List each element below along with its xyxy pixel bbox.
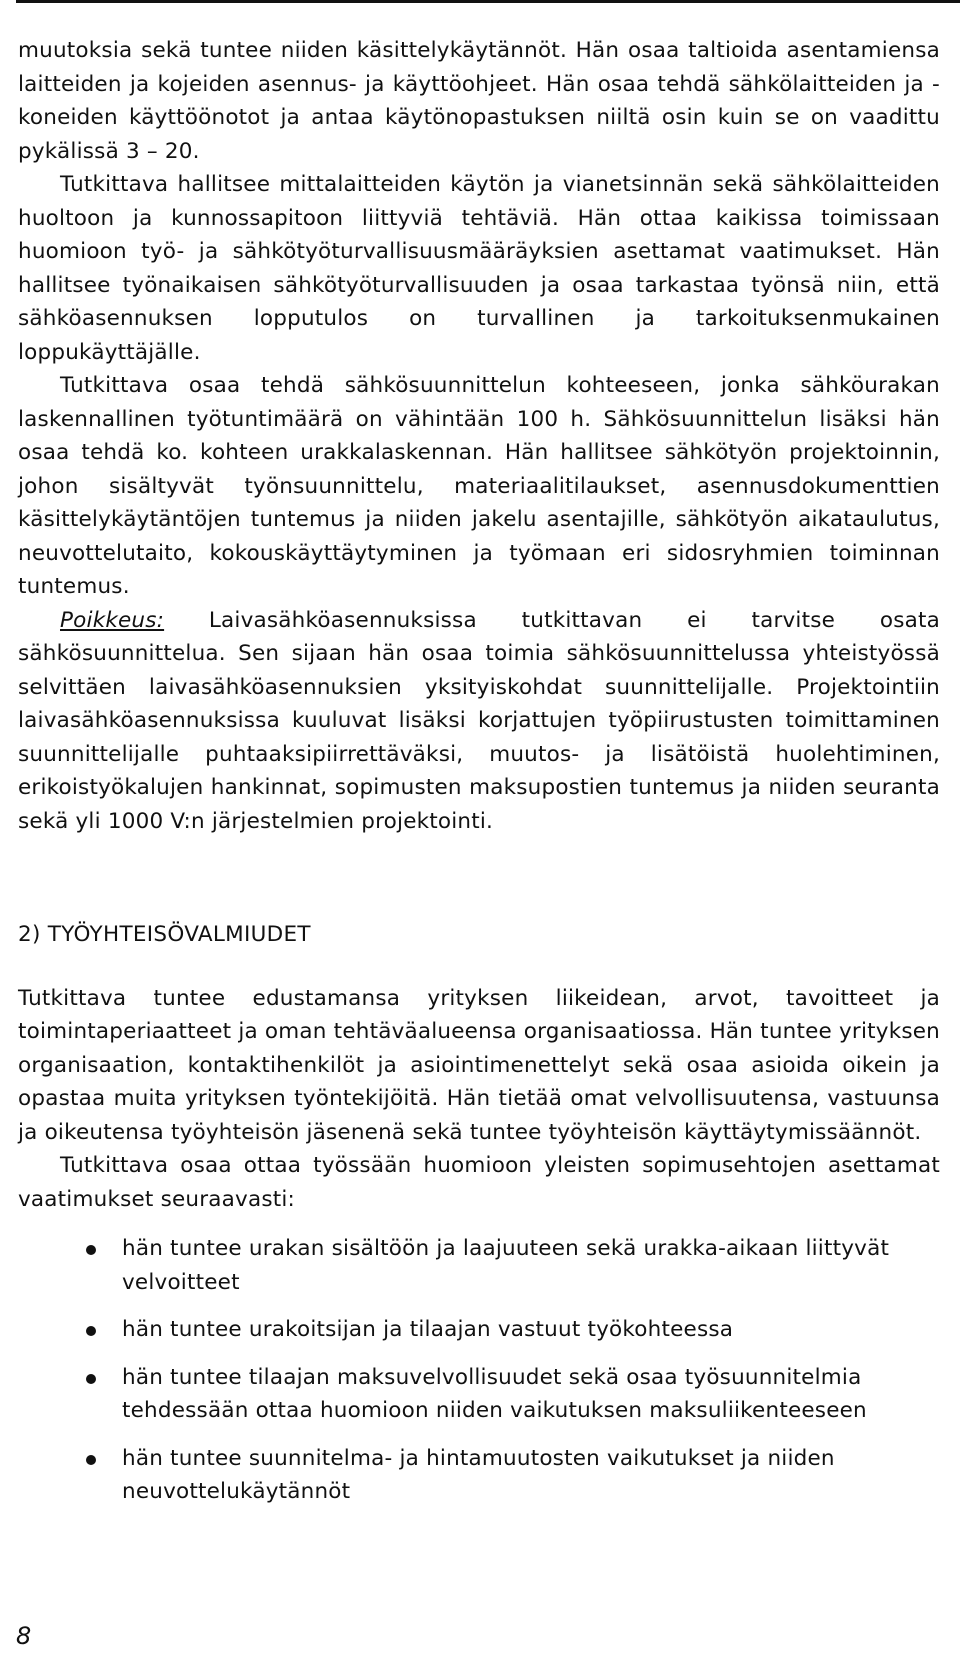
paragraph: Tutkittava tuntee edustamansa yrityksen liikeidean, arvot, tavoitteet ja toimintaperiaatteet ja oman tehtäväalueensa organisaatiossa. Hän tuntee yrityksen organisaation, kontaktihenkilöt ja asiointimenettelyt sekä osaa asioida oikein ja opastaa muita yrityksen työntekijöitä. Hän tietää omat velvollisuutensa, vastuunsa ja oikeutensa työyhteisön jäsenenä sekä tuntee työyhteisön käyttäytymissäännöt. [18, 985, 940, 1145]
paragraph: Tutkittava hallitsee mittalaitteiden käytön ja vianetsinnän sekä sähkölaitteiden huoltoon ja kunnossapitoon liittyviä tehtäviä. Hän ottaa kaikissa toimissaan huomioon työ- ja sähkötyöturvallisuusmääräyksien asettamat vaatimukset. Hän hallitsee työnaikaisen sähkötyöturvallisuuden ja osaa tarkastaa työnsä niin, että sähköasennuksen lopputulos on turvallinen ja tarkoituksenmukainen loppukäyttäjälle. [18, 172, 940, 365]
bullet-icon [86, 1455, 96, 1465]
list-item-text: hän tuntee suunnitelma- ja hintamuutosten vaikutukset ja niiden neuvottelukäytännöt [122, 1445, 835, 1504]
bullet-icon [86, 1374, 96, 1384]
list-item-text: hän tuntee tilaajan maksuvelvollisuudet sekä osaa työsuunnitelmia tehdessään ottaa huomioon niiden vaikutuksen maksuliikenteeseen [122, 1364, 867, 1423]
list-item-text: hän tuntee urakoitsijan ja tilaajan vastuut työkohteessa [122, 1317, 734, 1342]
paragraph: Tutkittava osaa ottaa työssään huomioon yleisten sopimusehtojen asettamat vaatimukset seuraavasti: [18, 1153, 940, 1212]
list-item-text: hän tuntee urakan sisältöön ja laajuuteen sekä urakka-aikaan liittyvät velvoitteet [122, 1236, 890, 1295]
exception-label: Poikkeus: [60, 607, 165, 633]
list-item [18, 1361, 940, 1428]
exception-text: Laivasähköasennuksissa tutkittavan ei tarvitse osata sähkösuunnittelua. Sen sijaan hän osaa toimia sähkösuunnittelussa yhteistyössä selvittäen laivasähköasennuksien yksityiskohdat suunnittelijalle. Projektointiin laivasähköasennuksissa kuuluvat lisäksi korjattujen työpiirustusten toimittaminen suunnittelijalle puhtaaksipiirrettäväksi, muutos- ja lisätöistä huolehtiminen, erikoistyökalujen hankinnat, sopimusten maksupostien tuntemus ja niiden seuranta sekä yli 1000 V:n järjestelmien projektointi. [18, 607, 940, 834]
paragraph: Tutkittava osaa tehdä sähkösuunnittelun kohteeseen, jonka sähköurakan laskennallinen työtuntimäärä on vähintään 100 h. Sähkösuunnittelun lisäksi hän osaa tehdä ko. kohteen urakkalaskennan. Hän hallitsee sähkötyön projektoinnin, johon sisältyvät työnsuunnittelu, materiaalitilaukset, asennusdokumenttien käsittelykäytäntöjen tuntemus ja niiden jakelu asentajille, sähkötyön aikataulutus, neuvottelutaito, kokouskäyttäytyminen ja työmaan eri sidosryhmien toiminnan tuntemus. [18, 373, 940, 599]
top-rule [16, 0, 960, 3]
bullet-icon [86, 1245, 96, 1255]
list-item [18, 1232, 940, 1299]
paragraph: muutoksia sekä tuntee niiden käsittelykäytännöt. Hän osaa taltioida asentamiensa laitteiden ja kojeiden asennus- ja käyttöohjeet. Hän osaa tehdä sähkölaitteiden ja -koneiden käyttöönotot ja antaa käytönopastuksen niiltä osin kuin se on vaadittu pykälissä 3 – 20. [18, 38, 940, 164]
page-content [18, 34, 940, 1523]
bullet-list [18, 1232, 940, 1509]
page-number: 8 [16, 1622, 32, 1650]
list-item [18, 1313, 940, 1347]
section-heading: 2) TYÖYHTEISÖVALMIUDET [18, 922, 311, 947]
bullet-icon [86, 1326, 96, 1336]
exception-paragraph [18, 604, 940, 839]
list-item [18, 1442, 940, 1509]
